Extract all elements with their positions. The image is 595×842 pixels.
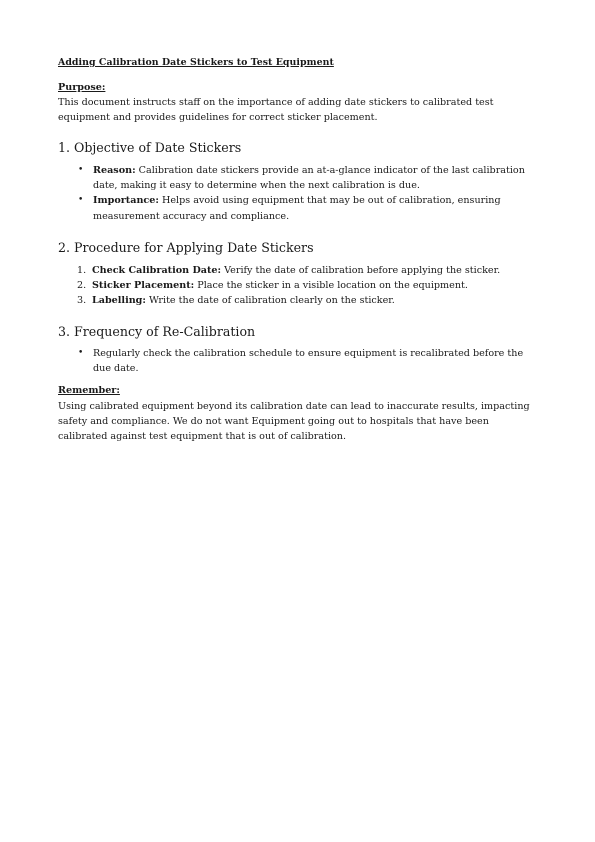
procedure-list	[0, 263, 538, 309]
purpose-text: This document instructs staff on the importance of adding date stickers to calibrated test equipment and provides guidelines for correct sticker placement.	[58, 97, 494, 123]
item-text: Write the date of calibration clearly on the sticker.	[145, 295, 395, 307]
list-item	[0, 163, 539, 193]
list-item	[0, 263, 538, 278]
list-item	[0, 193, 539, 223]
objective-list	[0, 163, 539, 224]
item-label: Check Calibration Date:	[92, 265, 222, 276]
bullet-icon: •	[78, 165, 84, 175]
item-label: Sticker Placement:	[92, 280, 195, 292]
item-number: 1.	[77, 265, 87, 276]
section-heading-procedure: 2. Procedure for Applying Date Stickers	[58, 240, 314, 255]
document-title: Adding Calibration Date Stickers to Test Equipment	[58, 57, 334, 68]
item-text: Verify the date of calibration before applying the sticker.	[221, 265, 501, 276]
item-label: Labelling:	[92, 295, 146, 307]
bullet-icon: •	[78, 348, 84, 358]
item-text: Place the sticker in a visible location on the equipment.	[194, 280, 468, 292]
purpose-label: Purpose:	[58, 82, 106, 93]
item-label: Reason:	[93, 165, 136, 176]
remember-text: Using calibrated equipment beyond its calibration date can lead to inaccurate results, impacting safety and compliance. We do not want Equipment going out to hospitals that have been calibrated against test equipment that is out of calibration.	[58, 401, 530, 442]
item-text: Helps avoid using equipment that may be out of calibration, ensuring measurement accuracy and compliance.	[93, 195, 501, 222]
section-heading-objective: 1. Objective of Date Stickers	[58, 140, 242, 155]
item-text: Calibration date stickers provide an at-a-glance indicator of the last calibration date, making it easy to determine when the next calibration is due.	[93, 165, 525, 192]
item-number: 3.	[77, 295, 87, 307]
list-item	[0, 278, 538, 293]
item-text: Regularly check the calibration schedule to ensure equipment is recalibrated before the due date.	[93, 348, 524, 375]
bullet-icon: •	[78, 195, 84, 206]
list-item	[0, 346, 539, 376]
remember-label: Remember:	[58, 385, 120, 396]
item-number: 2.	[77, 280, 87, 292]
section-heading-frequency: 3. Frequency of Re-Calibration	[58, 324, 256, 339]
list-item	[0, 293, 538, 308]
frequency-list	[0, 346, 539, 376]
item-label: Importance:	[93, 195, 159, 207]
